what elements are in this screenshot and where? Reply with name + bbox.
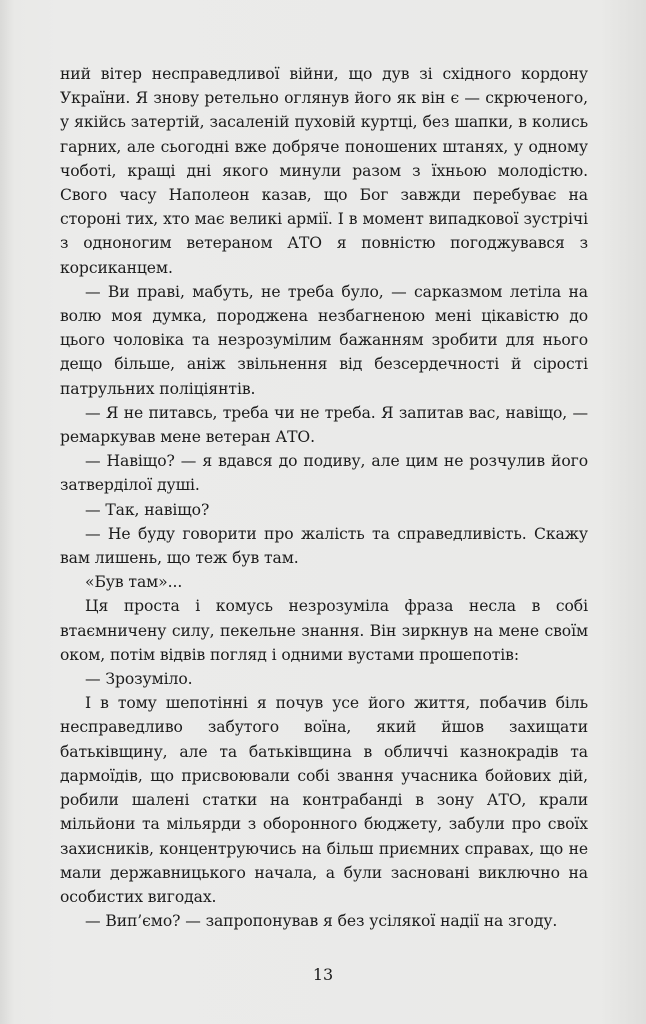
paragraph: «Був там»...	[85, 573, 183, 592]
paragraph: — Ви праві, мабуть, не треба було, — сарказмом летіла на волю моя думка, породжена незбагненою мені цікавістю до цього чоловіка та незрозумілим бажанням зробити для нього дещо більше, аніж звільнення від безсердечності й сірості патрульних поліціянтів.	[60, 282, 588, 398]
paragraph: — Зрозуміло.	[85, 670, 193, 689]
paragraph: — Так, навіщо?	[85, 500, 210, 519]
paragraph: І в тому шепотінні я почув усе його життя, побачив біль несправедливо забутого воїна, який йшов захищати батьківщину, але та батьківщина в обличчі казнокрадів та дармоїдів, що присвоювали собі звання учасника бойових дій, робили шалені статки на контрабанді в зону АТО, крали мільйони та мільярди з оборонного бюджету, забули про своїх захисників, концентруючись на більш приємних справах, що не мали державницького начала, а були засновані виключно на особистих вигодах.	[60, 694, 588, 906]
paragraph: Ця проста і комусь незрозуміла фраза несла в собі втаємничену силу, пекельне знання. Він зиркнув на мене своїм оком, потім відвів погляд і одними вустами прошепотів:	[60, 597, 588, 664]
body-text	[60, 62, 588, 933]
paragraph: — Навіщо? — я вдався до подиву, але цим не розчулив його затверділої душі.	[60, 452, 588, 495]
paragraph: — Не буду говорити про жалість та справедливість. Скажу вам лишень, що теж був там.	[60, 524, 588, 568]
paragraph: ний вітер несправедливої війни, що дув зі східного кордону України. Я знову ретельно оглянув його як він є — скрюченого, у якійсь затертій, засаленій пуховій куртці, без шапки, в колись гарних, але сьогодні вже добряче поношених штанях, у одному чоботі, кращі дні якого минули разом з їхньою молодістю. Свого часу Наполеон казав, що Бог завжди перебуває на стороні тих, хто має великі армії. І в момент випадкової зустрічі з одноногим ветераном АТО я повністю погоджувався з корсиканцем.	[60, 65, 588, 277]
paragraph: — Вип’ємо? — запропонував я без усілякої надії на згоду.	[85, 912, 558, 931]
page-number: 13	[312, 965, 334, 984]
paragraph: — Я не питавсь, треба чи не треба. Я запитав вас, навіщо, — ремаркував мене ветеран АТО.	[60, 403, 588, 447]
